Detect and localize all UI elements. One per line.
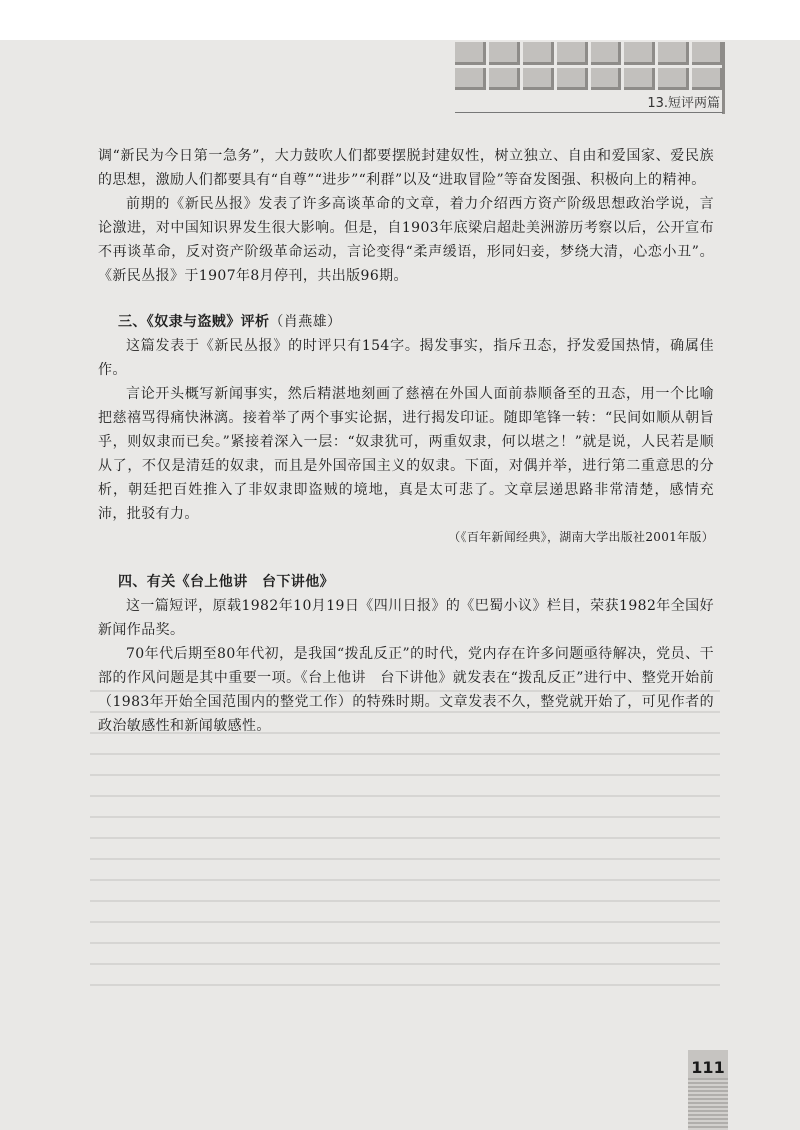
paragraph-3: 这篇发表于《新民丛报》的时评只有154字。揭发事实，指斥丑态，抒发爱国热情，确属佳作。 bbox=[98, 338, 714, 378]
header-decoration bbox=[455, 42, 723, 90]
header-vertical-bar bbox=[722, 42, 725, 114]
section-4-heading: 四、有关《台上他讲 台下讲他》 bbox=[118, 574, 334, 590]
section-3-heading bbox=[98, 310, 714, 334]
section-3-title: 三、《奴隶与盗贼》评析 bbox=[118, 314, 270, 330]
section-3-author: （肖燕雄） bbox=[269, 314, 342, 330]
bleed-through-texture bbox=[90, 690, 720, 1010]
header-rule bbox=[455, 112, 723, 113]
paragraph-5: 这一篇短评，原载1982年10月19日《四川日报》的《巴蜀小议》栏目，荣获1982年全国好新闻作品奖。 bbox=[98, 598, 714, 638]
paragraph-4: 言论开头概写新闻事实，然后精湛地刻画了慈禧在外国人面前恭顺备至的丑态，用一个比喻把慈禧骂得痛快淋漓。接着举了两个事实论据，进行揭发印证。随即笔锋一转：“民间如顺从朝旨乎，则奴隶而已矣。”紧接着深入一层：“奴隶犹可，两重奴隶，何以堪之！”就是说，人民若是顺从了，不仅是清廷的奴隶，而且是外国帝国主义的奴隶。下面，对偶并举，进行第二重意思的分析，朝廷把百姓推入了非奴隶即盗贼的境地，真是太可悲了。文章层递思路非常清楚，感情充沛，批驳有力。 bbox=[98, 386, 714, 522]
paragraph-6: 70年代后期至80年代初，是我国“拨乱反正”的时代，党内存在许多问题亟待解决，党员、干部的作风问题是其中重要一项。《台上他讲 台下讲他》就发表在“拨乱反正”进行中、整党开始前（1983年开始全国范围内的整党工作）的特殊时期。文章发表不久，整党就开始了，可见作者的政治敏感性和新闻敏感性。 bbox=[98, 646, 714, 734]
page-number: 111 bbox=[691, 1058, 725, 1077]
running-head: 13.短评两篇 bbox=[647, 96, 720, 111]
paragraph-2: 前期的《新民丛报》发表了许多高谈革命的文章，着力介绍西方资产阶级思想政治学说，言论激进，对中国知识界发生很大影响。但是，自1903年底梁启超赴美洲游历考察以后，公开宣布不再谈革命，反对资产阶级革命运动，言论变得“柔声缓语，形同妇妾，梦绕大清，心恋小丑”。《新民丛报》于1907年8月停刊，共出版96期。 bbox=[98, 196, 714, 284]
page-tab-stripes bbox=[688, 1078, 728, 1130]
main-text bbox=[98, 144, 714, 738]
source-citation: （《百年新闻经典》，湖南大学出版社2001年版） bbox=[448, 530, 714, 544]
paragraph-1: 调“新民为今日第一急务”，大力鼓吹人们都要摆脱封建奴性，树立独立、自由和爱国家、爱民族的思想，激励人们都要具有“自尊”“进步”“利群”以及“进取冒险”等奋发图强、积极向上的精神。 bbox=[98, 148, 714, 188]
